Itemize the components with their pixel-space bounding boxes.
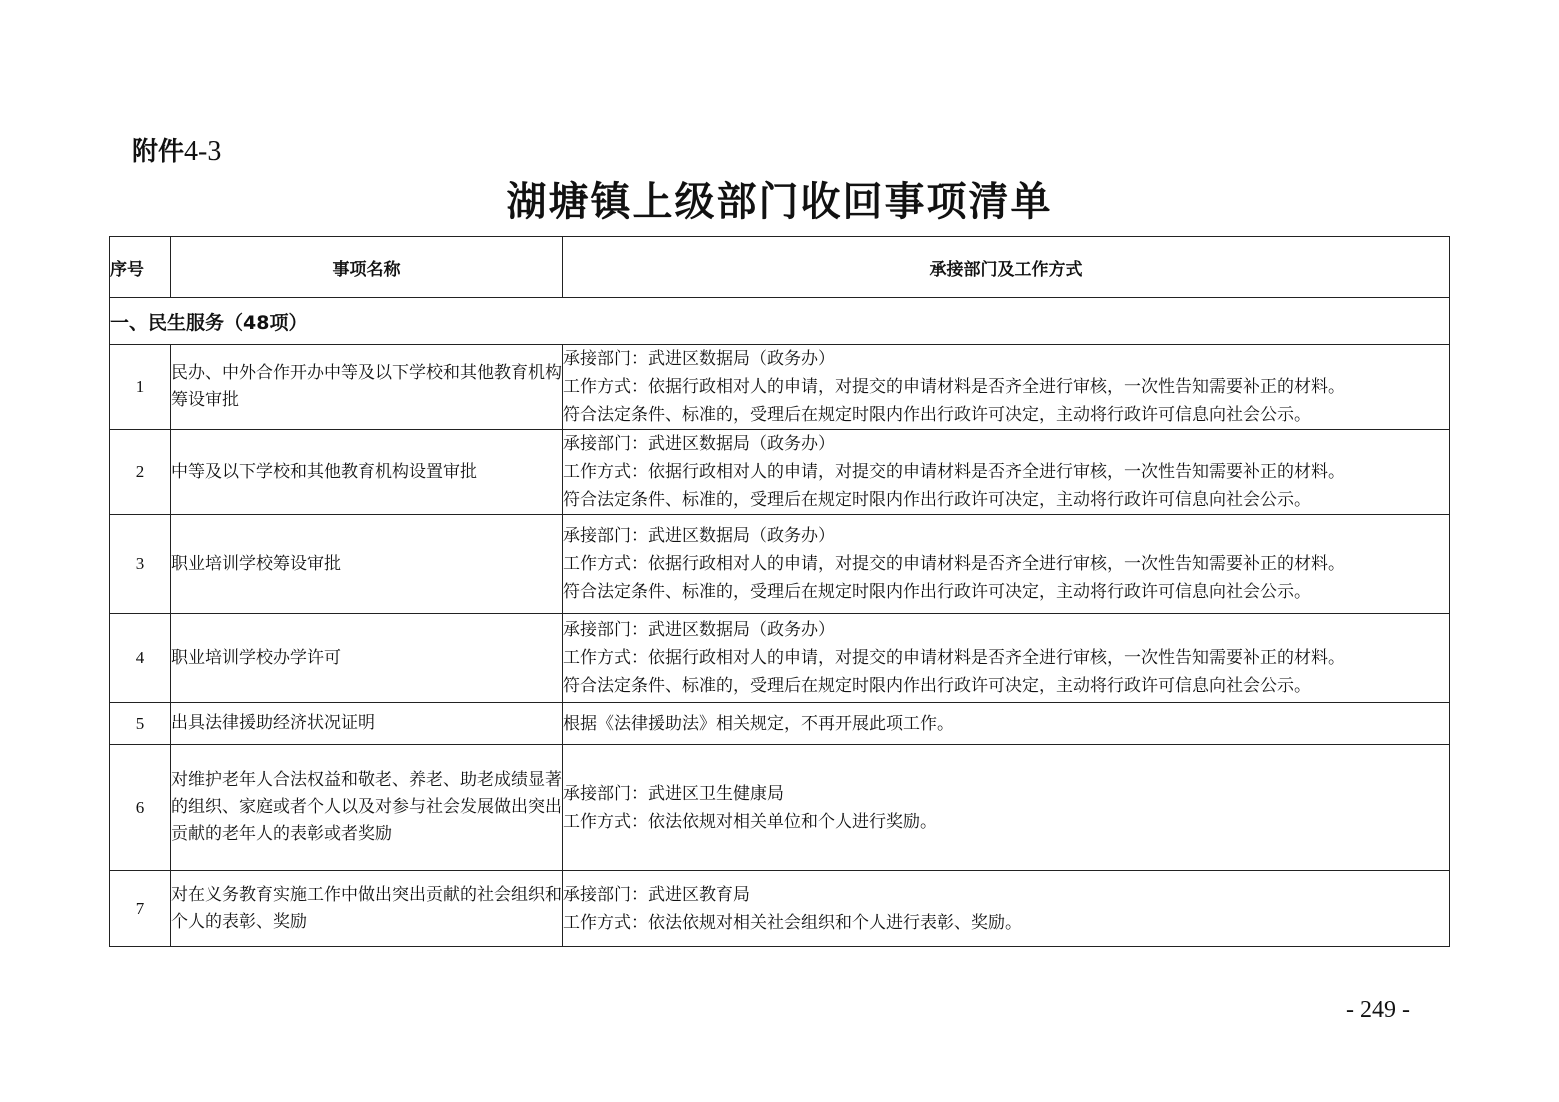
method-line: 工作方式：依法依规对相关社会组织和个人进行表彰、奖励。 (563, 912, 1022, 933)
row-method (563, 430, 1450, 515)
row-seq: 5 (110, 703, 171, 745)
items-table (109, 236, 1450, 947)
header-name: 事项名称 (171, 237, 563, 298)
header-seq: 序号 (110, 237, 171, 298)
method-line: 工作方式：依据行政相对人的申请，对提交的申请材料是否齐全进行审核，一次性告知需要补正的材料。 (563, 648, 1345, 668)
method-line: 承接部门：武进区卫生健康局 (563, 783, 784, 804)
method-line: 符合法定条件、标准的，受理后在规定时限内作出行政许可决定，主动将行政许可信息向社会公示。 (563, 490, 1311, 510)
method-line: 工作方式：依据行政相对人的申请，对提交的申请材料是否齐全进行审核，一次性告知需要补正的材料。 (563, 377, 1345, 397)
row-seq: 6 (110, 745, 171, 871)
row-item-name: 对维护老年人合法权益和敬老、养老、助老成绩显著的组织、家庭或者个人以及对参与社会发展做出突出贡献的老年人的表彰或者奖励 (171, 745, 563, 871)
method-line: 承接部门：武进区教育局 (563, 884, 750, 905)
method-line: 根据《法律援助法》相关规定，不再开展此项工作。 (563, 713, 954, 734)
document-title: 湖塘镇上级部门收回事项清单 (506, 179, 1053, 225)
method-line: 承接部门：武进区数据局（政务办） (563, 526, 835, 546)
row-seq: 7 (110, 871, 171, 947)
row-item-name: 职业培训学校筹设审批 (171, 515, 563, 614)
row-seq: 1 (110, 345, 171, 430)
table-row (110, 345, 1450, 430)
row-item-name: 出具法律援助经济状况证明 (171, 703, 563, 745)
table-row (110, 614, 1450, 703)
row-method (563, 703, 1450, 745)
table-row (110, 515, 1450, 614)
section-row (110, 298, 1450, 345)
method-line: 符合法定条件、标准的，受理后在规定时限内作出行政许可决定，主动将行政许可信息向社会公示。 (563, 676, 1311, 696)
table-header-row (110, 237, 1450, 298)
table-row (110, 745, 1450, 871)
method-line: 工作方式：依据行政相对人的申请，对提交的申请材料是否齐全进行审核，一次性告知需要补正的材料。 (563, 462, 1345, 482)
header-method: 承接部门及工作方式 (563, 237, 1450, 298)
row-method (563, 345, 1450, 430)
method-line: 工作方式：依法依规对相关单位和个人进行奖励。 (563, 811, 937, 832)
page-number: - 249 - (1346, 997, 1410, 1023)
table-row (110, 871, 1450, 947)
attachment-prefix: 附件 (132, 137, 185, 167)
table-row (110, 703, 1450, 745)
row-item-name: 对在义务教育实施工作中做出突出贡献的社会组织和个人的表彰、奖励 (171, 871, 563, 947)
row-method (563, 871, 1450, 947)
row-item-name: 中等及以下学校和其他教育机构设置审批 (171, 430, 563, 515)
row-seq: 3 (110, 515, 171, 614)
row-item-name: 职业培训学校办学许可 (171, 614, 563, 703)
table-row (110, 430, 1450, 515)
method-line: 承接部门：武进区数据局（政务办） (563, 620, 835, 640)
row-method (563, 515, 1450, 614)
method-line: 工作方式：依据行政相对人的申请，对提交的申请材料是否齐全进行审核，一次性告知需要补正的材料。 (563, 554, 1345, 574)
attachment-label (132, 134, 221, 170)
method-line: 承接部门：武进区数据局（政务办） (563, 349, 835, 369)
attachment-number: 4-3 (184, 136, 222, 167)
section-title: 一、民生服务（48项） (110, 298, 1450, 345)
method-line: 承接部门：武进区数据局（政务办） (563, 434, 835, 454)
method-line: 符合法定条件、标准的，受理后在规定时限内作出行政许可决定，主动将行政许可信息向社会公示。 (563, 582, 1311, 602)
row-seq: 4 (110, 614, 171, 703)
row-method (563, 745, 1450, 871)
row-method (563, 614, 1450, 703)
row-seq: 2 (110, 430, 171, 515)
row-item-name: 民办、中外合作开办中等及以下学校和其他教育机构筹设审批 (171, 345, 563, 430)
method-line: 符合法定条件、标准的，受理后在规定时限内作出行政许可决定，主动将行政许可信息向社会公示。 (563, 405, 1311, 425)
